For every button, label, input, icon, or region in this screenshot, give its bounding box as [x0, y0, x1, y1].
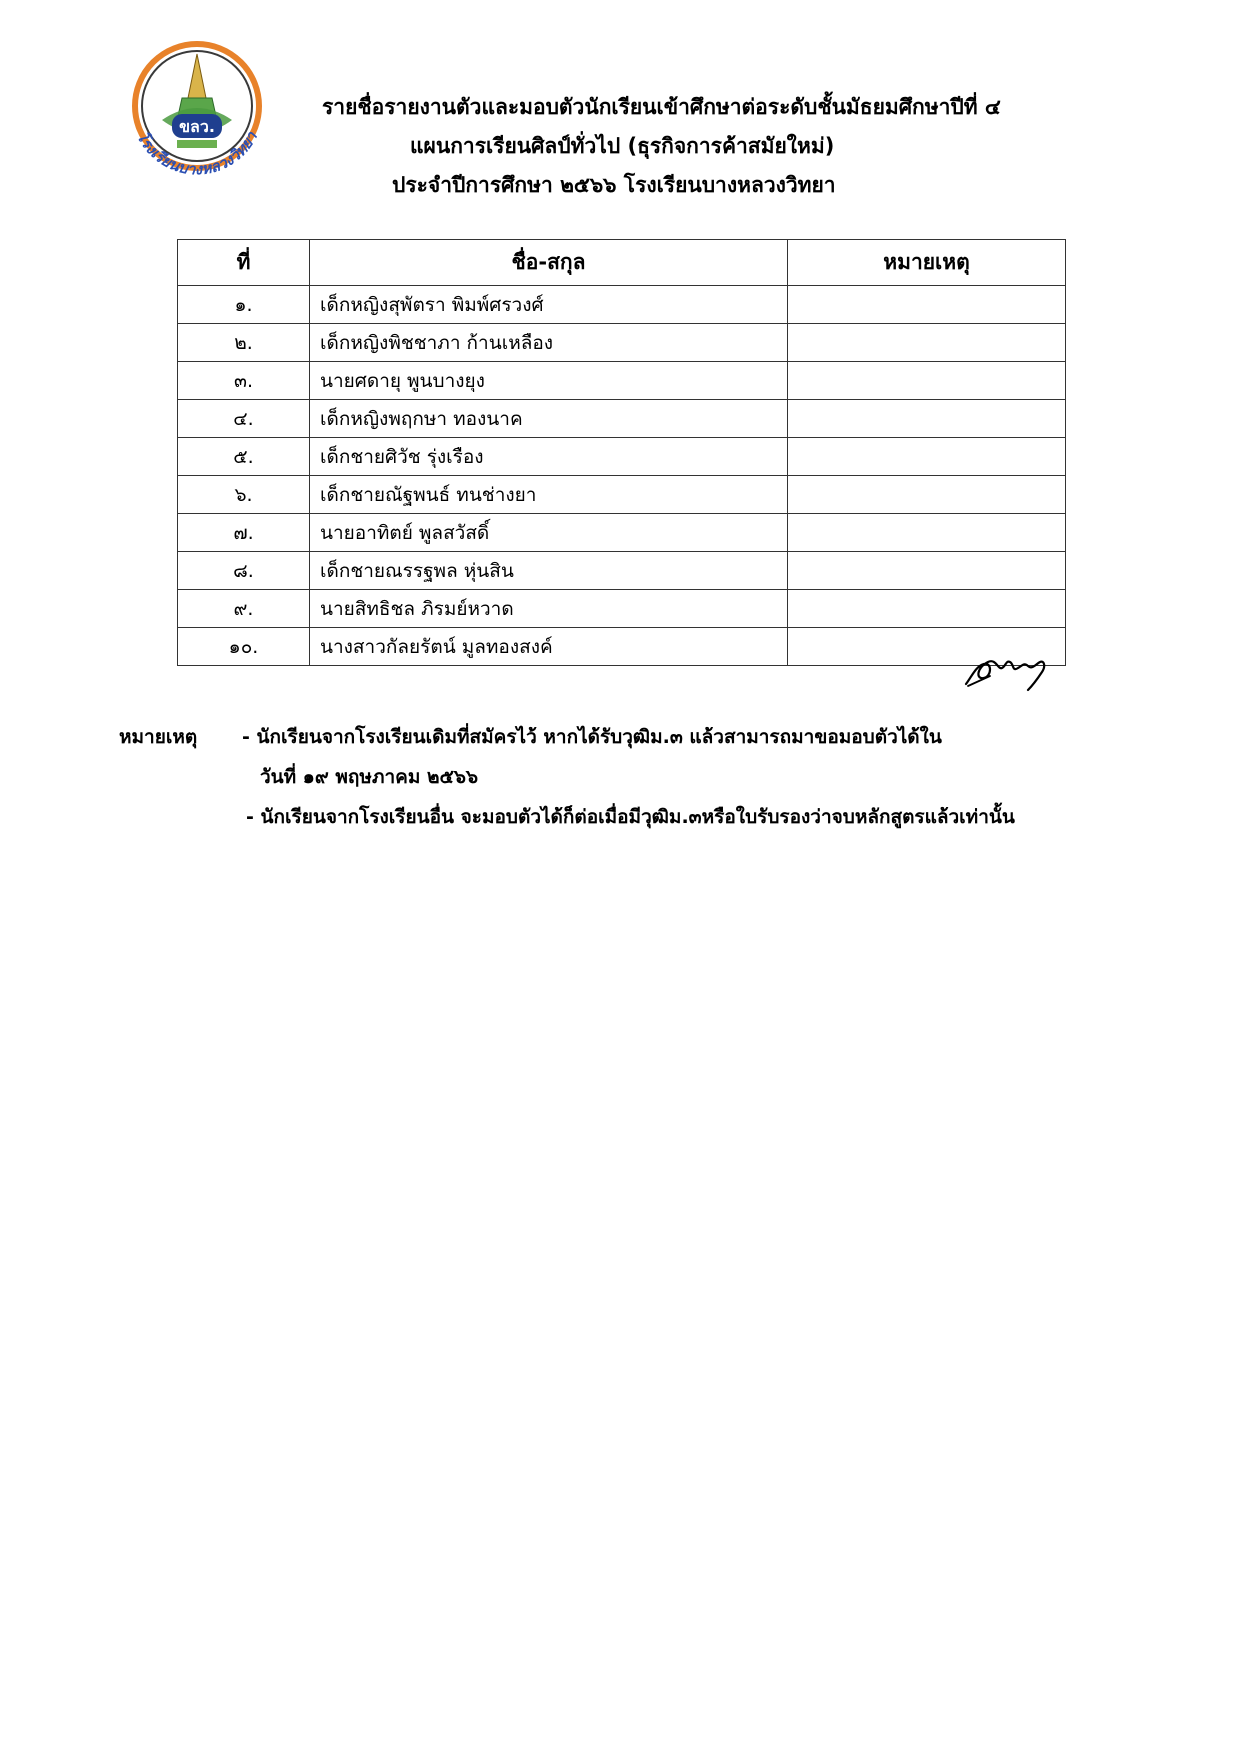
heading-line-2: แผนการเรียนศิลป์ทั่วไป (ธุรกิจการค้าสมัยใหม่) [410, 134, 835, 158]
student-roster-table [177, 239, 1066, 666]
school-logo [122, 36, 272, 186]
student-name: นายศดายุ พูนบางยุง [310, 362, 788, 400]
table-row [178, 400, 1066, 438]
table-row [178, 552, 1066, 590]
row-remark [788, 514, 1066, 552]
row-remark [788, 286, 1066, 324]
row-number: ๑. [178, 286, 310, 324]
table-header-row [178, 240, 1066, 286]
table-row [178, 362, 1066, 400]
table-row [178, 324, 1066, 362]
row-number: ๑๐. [178, 628, 310, 666]
row-remark [788, 438, 1066, 476]
row-number: ๕. [178, 438, 310, 476]
student-name: เด็กชายณรรฐพล หุ่นสิน [310, 552, 788, 590]
table-row [178, 286, 1066, 324]
student-name: เด็กชายศิวัช รุ่งเรือง [310, 438, 788, 476]
student-name: เด็กหญิงพฤกษา ทองนาค [310, 400, 788, 438]
table-row [178, 628, 1066, 666]
column-header-name: ชื่อ-สกุล [310, 240, 788, 286]
row-number: ๔. [178, 400, 310, 438]
student-name: เด็กหญิงสุพัตรา พิมพ์ศรวงศ์ [310, 286, 788, 324]
remarks-label: หมายเหตุ [119, 726, 198, 748]
row-number: ๖. [178, 476, 310, 514]
handwritten-signature [962, 646, 1052, 692]
table-row [178, 476, 1066, 514]
row-remark [788, 400, 1066, 438]
row-number: ๙. [178, 590, 310, 628]
column-header-remark: หมายเหตุ [788, 240, 1066, 286]
row-remark [788, 590, 1066, 628]
table-row [178, 514, 1066, 552]
remark-item-2: - นักเรียนจากโรงเรียนอื่น จะมอบตัวได้ก็ต่อเมื่อมีวุฒิม.๓หรือใบรับรองว่าจบหลักสูตรแล้วเท่านั้น [246, 806, 1015, 828]
column-header-number: ที่ [178, 240, 310, 286]
remark-item-1-continued: วันที่ ๑๙ พฤษภาคม ๒๕๖๖ [260, 766, 479, 788]
remark-item-1: - นักเรียนจากโรงเรียนเดิมที่สมัครไว้ หากได้รับวุฒิม.๓ แล้วสามารถมาขอมอบตัวได้ใน [242, 726, 942, 748]
row-remark [788, 362, 1066, 400]
row-number: ๘. [178, 552, 310, 590]
row-remark [788, 324, 1066, 362]
heading-line-1: รายชื่อรายงานตัวและมอบตัวนักเรียนเข้าศึกษาต่อระดับชั้นมัธยมศึกษาปีที่ ๔ [322, 95, 1001, 119]
student-name: เด็กชายณัฐพนธ์ ทนช่างยา [310, 476, 788, 514]
row-number: ๗. [178, 514, 310, 552]
table-row [178, 438, 1066, 476]
student-name: นางสาวกัลยรัตน์ มูลทองสงค์ [310, 628, 788, 666]
student-name: นายอาทิตย์ พูลสวัสดิ์ [310, 514, 788, 552]
student-name: นายสิทธิชล ภิรมย์หวาด [310, 590, 788, 628]
row-remark [788, 476, 1066, 514]
logo-arc-text: โรงเรียนบางหลวงวิทยา [133, 128, 261, 179]
row-number: ๒. [178, 324, 310, 362]
row-number: ๓. [178, 362, 310, 400]
row-remark [788, 552, 1066, 590]
student-name: เด็กหญิงพิชชาภา ก้านเหลือง [310, 324, 788, 362]
heading-line-3: ประจำปีการศึกษา ๒๕๖๖ โรงเรียนบางหลวงวิทยา [392, 173, 836, 197]
table-row [178, 590, 1066, 628]
logo-emblem-text: ขลว. [179, 117, 215, 136]
